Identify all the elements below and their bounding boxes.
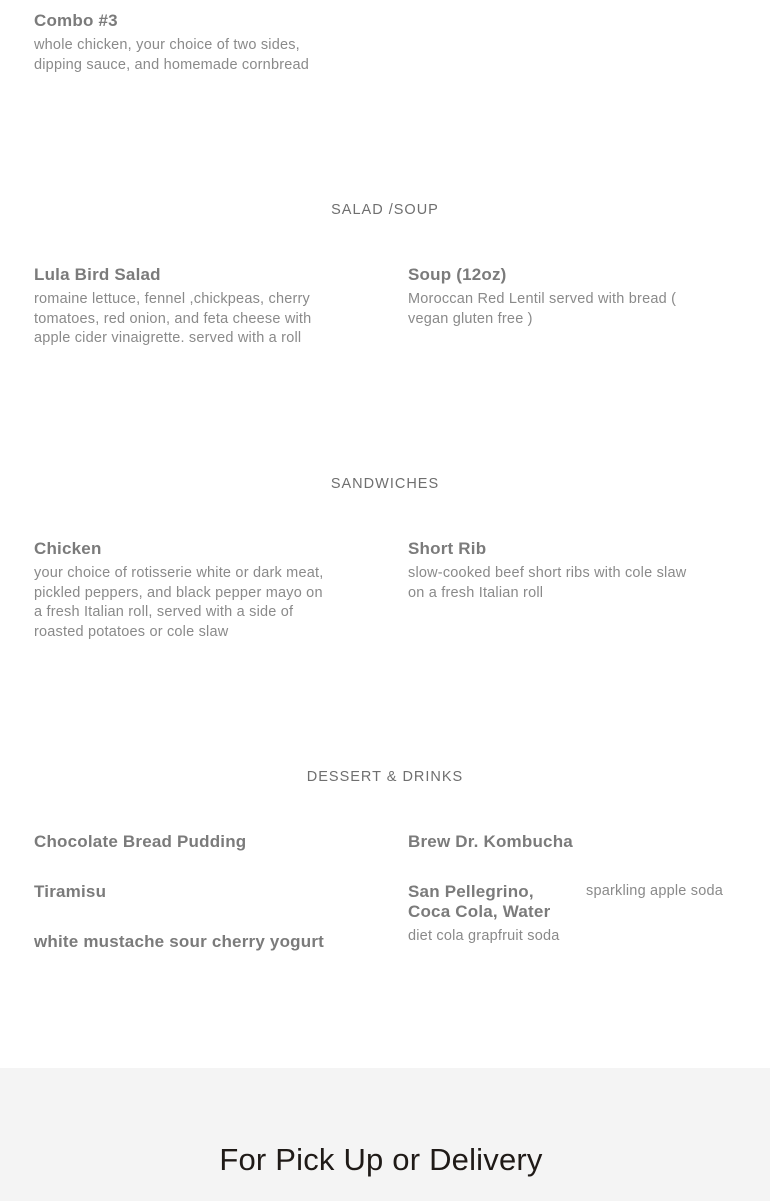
item-name: Brew Dr. Kombucha (408, 832, 573, 851)
section-title-sandwiches: SANDWICHES (330, 476, 440, 492)
item-name: white mustache sour cherry yogurt (34, 932, 325, 951)
item-name: Combo #3 (34, 11, 118, 30)
item-description: slow-cooked beef short ribs with cole slaw on a fresh Italian roll (408, 565, 687, 601)
menu-item-sodas-water (408, 882, 580, 947)
item-description: Moroccan Red Lentil served with bread ( vegan gluten free ) (408, 291, 677, 327)
menu-item-chocolate-bread-pudding (34, 832, 374, 852)
item-description: your choice of rotisserie white or dark meat, pickled peppers, and black pepper mayo on a fresh Italian roll, served with a side of roasted potatoes or cole slaw (34, 565, 324, 640)
item-name: Short Rib (408, 539, 487, 558)
menu-item-tiramisu (34, 882, 374, 902)
item-description: whole chicken, your choice of two sides, dipping sauce, and homemade cornbread (34, 37, 310, 73)
item-name: San Pellegrino, Coca Cola, Water (408, 882, 551, 921)
section-title-salad-soup: SALAD /SOUP (331, 202, 439, 218)
menu-item-soup (408, 265, 678, 329)
item-name: Soup (12oz) (408, 265, 507, 284)
banner-title: For Pick Up or Delivery (219, 1142, 543, 1177)
menu-item-short-rib (408, 539, 698, 603)
item-description: romaine lettuce, fennel ,chickpeas, cherry tomatoes, red onion, and feta cheese with apple cider vinaigrette. served with a roll (34, 291, 312, 346)
item-name: Chocolate Bread Pudding (34, 832, 247, 851)
menu-item-chicken-sandwich (34, 539, 324, 642)
menu-item-side-note (586, 882, 756, 902)
menu-item-sour-cherry-yogurt (34, 932, 374, 952)
section-title-dessert-drinks: DESSERT & DRINKS (306, 769, 464, 785)
menu-item-combo-3 (34, 11, 324, 75)
item-description: diet cola grapfruit soda (408, 928, 560, 944)
pickup-delivery-banner (0, 1068, 770, 1201)
menu-item-kombucha (408, 832, 708, 852)
item-description: sparkling apple soda (586, 883, 724, 899)
menu-item-lula-bird-salad (34, 265, 324, 349)
item-name: Lula Bird Salad (34, 265, 161, 284)
item-name: Tiramisu (34, 882, 107, 901)
item-name: Chicken (34, 539, 102, 558)
